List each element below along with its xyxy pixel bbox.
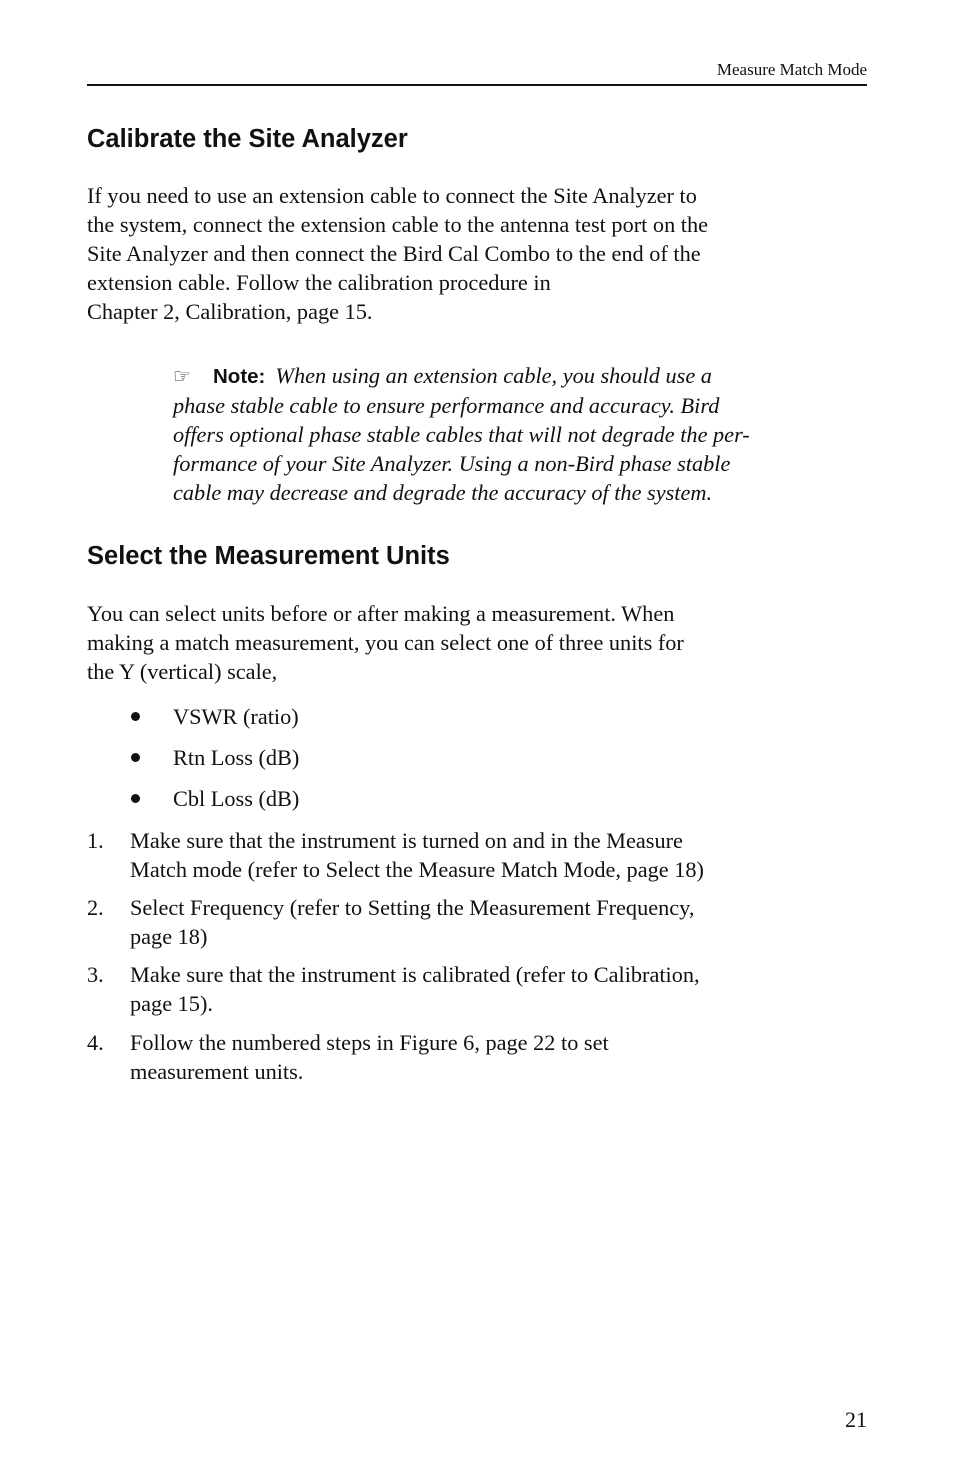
step-line: page 18) xyxy=(130,924,208,949)
note-line: cable may decrease and degrade the accuracy of the system. xyxy=(173,480,713,505)
header-rule xyxy=(87,84,867,86)
paragraph-line: the system, connect the extension cable to the antenna test port on the xyxy=(87,212,709,237)
paragraph-line: If you need to use an extension cable to connect the Site Analyzer to xyxy=(87,183,697,208)
step-line: Select Frequency (refer to Setting the Measurement Frequency, xyxy=(130,895,695,920)
units-paragraph xyxy=(87,599,877,686)
step-number: 2. xyxy=(87,895,104,920)
note-line xyxy=(173,361,873,391)
step-text xyxy=(130,893,870,951)
step-number: 1. xyxy=(87,828,104,853)
note-line: phase stable cable to ensure performance and accuracy. Bird xyxy=(173,393,720,418)
step-text xyxy=(130,1028,870,1086)
step-line: Make sure that the instrument is turned on and in the Measure xyxy=(130,828,683,853)
paragraph-line: You can select units before or after making a measurement. When xyxy=(87,601,675,626)
bullet-text: Cbl Loss (dB) xyxy=(173,786,300,811)
page-number: 21 xyxy=(845,1407,867,1432)
step-line: Make sure that the instrument is calibrated (refer to Calibration, xyxy=(130,962,700,987)
note-line: offers optional phase stable cables that will not degrade the per- xyxy=(173,422,750,447)
paragraph-line: Chapter 2, Calibration, page 15. xyxy=(87,299,373,324)
section-heading-calibrate: Calibrate the Site Analyzer xyxy=(87,125,408,153)
step-line: Follow the numbered steps in Figure 6, page 22 to set xyxy=(130,1030,609,1055)
bullet-dot-icon xyxy=(131,794,140,803)
note-text: When using an extension cable, you should use a xyxy=(275,363,712,388)
step-number: 4. xyxy=(87,1030,104,1055)
calibrate-paragraph xyxy=(87,181,877,326)
step-line: Match mode (refer to Select the Measure Match Mode, page 18) xyxy=(130,857,704,882)
bullet-text: Rtn Loss (dB) xyxy=(173,745,300,770)
section-heading-units: Select the Measurement Units xyxy=(87,542,450,570)
running-header: Measure Match Mode xyxy=(716,60,867,79)
step-line: page 15). xyxy=(130,991,213,1016)
pointing-hand-icon: ☞ xyxy=(173,364,191,388)
note-block xyxy=(173,361,873,507)
step-text xyxy=(130,960,870,1018)
bullet-dot-icon xyxy=(131,753,140,762)
paragraph-line: Site Analyzer and then connect the Bird Cal Combo to the end of the xyxy=(87,241,701,266)
step-line: measurement units. xyxy=(130,1059,304,1084)
paragraph-line: making a match measurement, you can select one of three units for xyxy=(87,630,684,655)
bullet-text: VSWR (ratio) xyxy=(173,704,299,729)
note-line: formance of your Site Analyzer. Using a non-Bird phase stable xyxy=(173,451,731,476)
note-label: Note: xyxy=(213,365,266,388)
bullet-dot-icon xyxy=(131,712,140,721)
paragraph-line: extension cable. Follow the calibration procedure in xyxy=(87,270,551,295)
step-text xyxy=(130,826,870,884)
paragraph-line: the Y (vertical) scale, xyxy=(87,659,278,684)
step-number: 3. xyxy=(87,962,104,987)
